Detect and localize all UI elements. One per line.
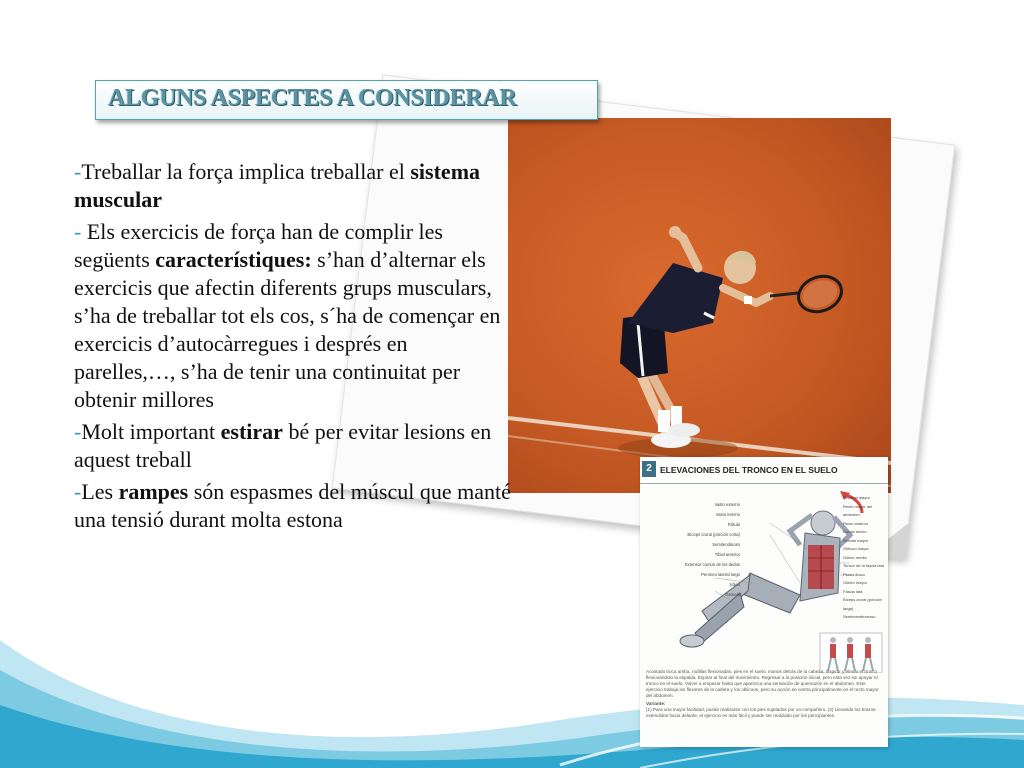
book-variant-text: (1) Para una mayor facilidad, puede realizarse con los pies sujetados por un compañero. (2) Llevando los brazos extendidos hacia delante, el ejercicio es más fácil y puede ser realizado por los principiantes.: [646, 707, 876, 718]
anatomy-labels-left: [645, 500, 740, 600]
slide-title: ALGUNS ASPECTES A CONSIDERAR: [108, 85, 517, 111]
anatomy-label: Vasto interno: [715, 512, 740, 517]
anatomy-label: Oblicuo mayor: [843, 546, 869, 551]
anatomy-label: Bíceps crural (porción larga): [843, 597, 882, 611]
bullet-dash: -: [74, 219, 87, 244]
text-run: Les: [81, 479, 119, 504]
text-run: s’han d’alternar els exercicis que afectin diferents grups musculars, s’ha de treballar tot els cos, s´ha de començar en exercicis d’autocàrregues i després en parelles,…, s’ha de tenir una continuitat per obtenir millores: [74, 247, 501, 412]
text-run: Els exercicis de força han de complir les següents: [74, 219, 443, 272]
anatomy-label: Psoas-ilíaco: [843, 571, 865, 577]
anatomy-label: Rótula: [727, 522, 740, 527]
book-header: [640, 457, 888, 484]
paragraph-2: [74, 218, 514, 414]
anatomy-label: Glúteo medio: [843, 554, 867, 560]
title-box: [95, 80, 598, 120]
bold-run: característiques:: [155, 247, 312, 272]
tennis-player-photo: [508, 118, 891, 493]
anatomy-label: Dorsal ancho: [843, 529, 867, 534]
anatomy-label: Glúteo mayor: [843, 580, 868, 585]
bullet-dash: -: [74, 159, 82, 184]
anatomy-label: Semitendinoso: [712, 542, 740, 547]
anatomy-label: Tibial anterior: [714, 552, 740, 557]
bold-run: sistema muscular: [74, 159, 481, 212]
bold-run: estirar: [220, 419, 283, 444]
book-description: Acostado boca arriba, rodillas flexionadas, pies en el suelo, manos detrás de la cabeza: inspirar y elevar el tronco flexionándolo la espalda. Espirar al final del movimiento. Regresar a la posición inicial, pero esta vez sin apoyar el tronco en el suelo. Volver a empezar hasta que aparezca una sensación de quemazón en el abdomen. Este ejercicio trabaja los flexores de la cadera y los oblicuos, pero su acción se centra principalmente en el recto mayor del abdomen.: [646, 669, 879, 698]
anatomy-label: Gemelo: [725, 592, 740, 597]
bold-run: rampes: [118, 479, 189, 504]
text-run: bé per evitar lesions en aquest treball: [74, 419, 492, 472]
anatomy-label: Recto anterior: [843, 520, 869, 526]
book-body-text: [646, 669, 882, 719]
anatomy-label: Pectoral mayor: [843, 495, 870, 500]
paragraph-4: [74, 478, 514, 534]
book-variant-label: Variante:: [646, 701, 666, 706]
anatomy-label: Extensor común de los dedos: [684, 562, 740, 567]
bullet-dash: -: [74, 419, 82, 444]
anatomy-label: Sóleo: [729, 582, 740, 587]
anatomy-label: Semimembranoso: [843, 614, 876, 619]
text-run: són espasmes del múscul que manté una tensió durant molta estona: [74, 479, 511, 532]
text-run: Molt important: [81, 419, 221, 444]
text-run: Treballar la força implica treballar el: [81, 159, 411, 184]
anatomy-label: Serrato mayor: [843, 537, 869, 543]
anatomy-label: Tensor de la fascia lata: [843, 563, 884, 568]
anatomy-label: Fascia lata: [843, 588, 863, 594]
bullet-dash: -: [74, 479, 82, 504]
anatomy-label: Recto mayor del abdomen: [843, 503, 873, 517]
book-title: ELEVACIONES DEL TRONCO EN EL SUELO: [660, 465, 838, 475]
anatomy-label: Vasto externo: [714, 502, 740, 507]
anatomy-label: Peroneo lateral largo: [701, 572, 740, 577]
body-text: [74, 158, 514, 538]
paragraph-3: [74, 418, 514, 474]
book-exercise-number: 2: [642, 461, 656, 477]
anatomy-label: Bíceps crural (porción corta): [687, 532, 740, 537]
anatomy-labels-right: [843, 494, 887, 622]
paragraph-1: [74, 158, 514, 214]
